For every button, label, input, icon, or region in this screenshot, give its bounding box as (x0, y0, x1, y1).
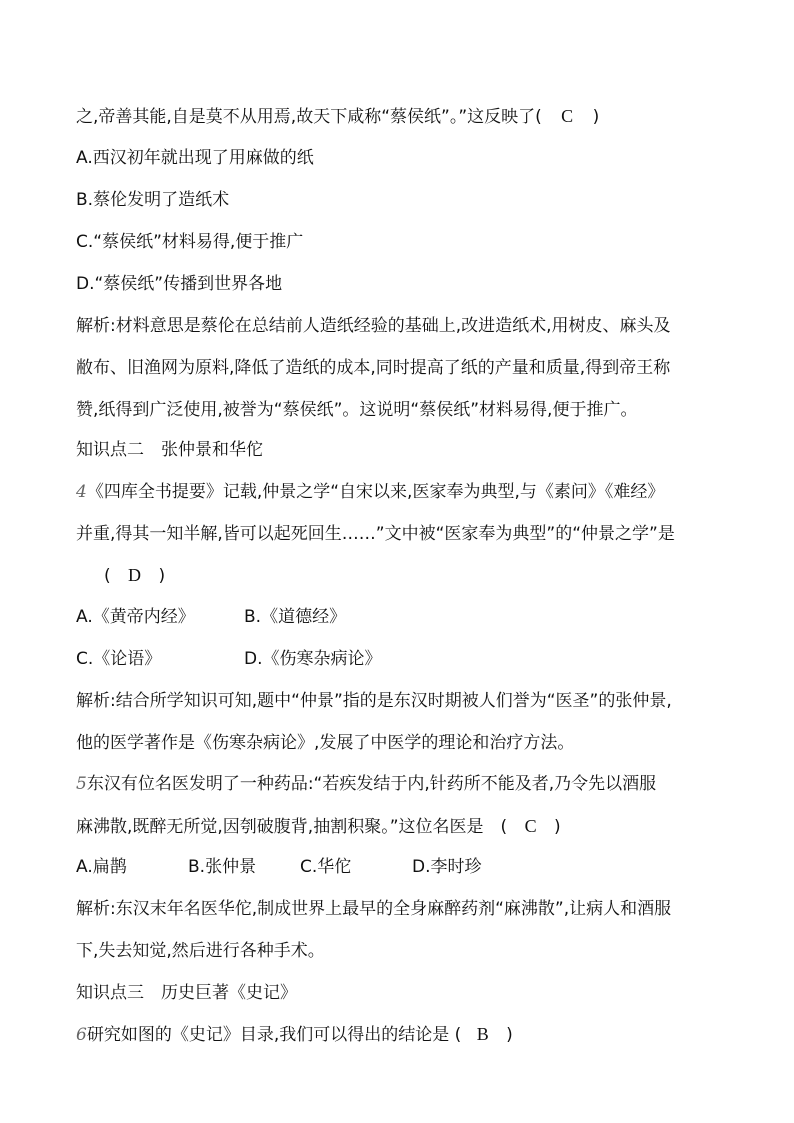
q5-answer: C (524, 816, 537, 836)
q4-number: 4 (76, 482, 87, 502)
q3-option-b: B.蔡伦发明了造纸术 (76, 190, 230, 210)
q6-answer: B (476, 1024, 489, 1044)
q4-stem-line-2: 并重,得其一知半解,皆可以起死回生……”文中被“医家奉为典型”的“仲景之学”是 (76, 524, 675, 544)
q5-analysis-line-1: 解析:东汉末年名医华佗,制成世界上最早的全身麻醉药剂“麻沸散”,让病人和酒服 (76, 899, 672, 919)
q6-stem-line-1 (76, 1022, 756, 1047)
q4-answer: D (128, 565, 142, 585)
q5-option-b: B.张仲景 (188, 857, 257, 877)
q5-analysis-line-2: 下,失去知觉,然后进行各种手术。 (76, 941, 325, 961)
q4-analysis-line-1: 解析:结合所学知识可知,题中“仲景”指的是东汉时期被人们誉为“医圣”的张仲景, (76, 691, 672, 711)
q3-close: ) (592, 107, 600, 127)
q4-answer-open: ( (104, 566, 111, 586)
q3-analysis-line-2: 敝布、旧渔网为原料,降低了造纸的成本,同时提高了纸的产量和质量,得到帝王称 (76, 358, 671, 378)
q5-number: 5 (76, 774, 87, 794)
q5-text-1: 东汉有位名医发明了一种药品:“若疾发结于内,针药所不能及者,乃令先以酒服 (86, 774, 657, 794)
q3-option-c: C.“蔡侯纸”材料易得,便于推广 (76, 232, 304, 252)
q5-option-d: D.李时珍 (412, 857, 482, 877)
q6-number: 6 (76, 1025, 87, 1045)
q5-stem-line-2 (76, 814, 756, 839)
q5-close: ) (553, 817, 561, 837)
q6-close: ) (506, 1025, 513, 1045)
q3-analysis-line-1: 解析:材料意思是蔡伦在总结前人造纸经验的基础上,改进造纸术,用树皮、麻头及 (76, 316, 671, 336)
q5-text-2: 麻沸散,既醉无所觉,因刳破腹背,抽割积聚。”这位名医是 ( (76, 817, 508, 837)
q4-analysis-line-2: 他的医学著作是《伤寒杂病论》,发展了中医学的理论和治疗方法。 (76, 733, 575, 753)
q3-stem-text: 之,帝善其能,自是莫不从用焉,故天下咸称“蔡侯纸”。”这反映了( (76, 107, 542, 127)
q3-answer: C (561, 106, 574, 126)
q4-option-d: D.《伤寒杂病论》 (244, 649, 382, 669)
q4-options-row-1 (76, 605, 756, 629)
q4-stem-line-1 (76, 480, 756, 504)
section-heading-3: 知识点三 历史巨著《史记》 (76, 983, 297, 1003)
section-heading-2: 知识点二 张仲景和华佗 (76, 440, 263, 460)
q4-answer-close: ) (158, 566, 166, 586)
q4-option-b: B.《道德经》 (244, 607, 347, 627)
q6-text-1: 研究如图的《史记》目录,我们可以得出的结论是 ( (86, 1025, 462, 1045)
q4-option-c: C.《论语》 (76, 649, 162, 669)
q5-stem-line-1 (76, 772, 756, 796)
q3-option-a: A.西汉初年就出现了用麻做的纸 (76, 148, 314, 168)
q5-option-c: C.华佗 (300, 857, 352, 877)
q4-option-a: A.《黄帝内经》 (76, 607, 195, 627)
q5-option-a: A.扁鹊 (76, 857, 127, 877)
q5-options-row (76, 855, 756, 879)
q3-analysis-line-3: 赞,纸得到广泛使用,被誉为“蔡侯纸”。这说明“蔡侯纸”材料易得,便于推广。 (76, 400, 638, 420)
q4-options-row-2 (76, 647, 756, 671)
q4-text-1: 《四库全书提要》记载,仲景之学“自宋以来,医家奉为典型,与《素问》《难经》 (86, 482, 665, 502)
q3-stem-end (76, 104, 756, 129)
q4-answer-line (104, 563, 784, 588)
q3-option-d: D.“蔡侯纸”传播到世界各地 (76, 274, 283, 294)
